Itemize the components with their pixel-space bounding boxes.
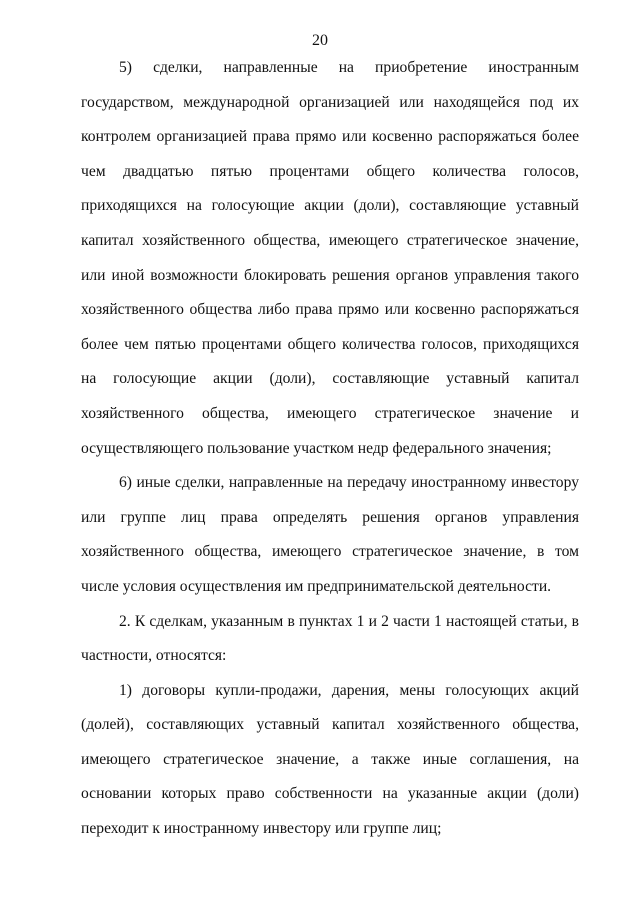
paragraph-item-5-clause: 5) сделки, направленные на приобретение иностранным государством, международной организацией или находящейся под их контролем организацией права прямо или косвенно распоряжаться более чем двадцатью пятью процентами общего количества голосов, приходящихся на голосующие акции (доли), составляющие уставный капитал хозяйственного общества, имеющего стратегическое значение, или иной возможности блокировать решения органов управления такого хозяйственного общества либо права прямо или косвенно распоряжаться более чем пятью процентами общего количества голосов, приходящихся на голосующие акции (доли), составляющие уставный капитал хозяйственного общества, имеющего стратегическое значение и осуществляющего пользование участком недр федерального значения; xyxy=(81,59,579,457)
document-body xyxy=(81,51,579,847)
paragraph-item-1-contracts: 1) договоры купли-продажи, дарения, мены голосующих акций (долей), составляющих уставный капитал хозяйственного общества, имеющего стратегическое значение, а также иные соглашения, на основании которых право собственности на указанные акции (доли) переходит к иностранному инвестору или группе лиц; xyxy=(81,681,579,838)
paragraph-item-6-clause: 6) иные сделки, направленные на передачу иностранному инвестору или группе лиц права определять решения органов управления хозяйственного общества, имеющего стратегическое значение, в том числе условия осуществления им предпринимательской деятельности. xyxy=(81,474,579,595)
page-number: 20 xyxy=(312,32,328,49)
paragraph-part-2-intro: 2. К сделкам, указанным в пунктах 1 и 2 части 1 настоящей статьи, в частности, относятся: xyxy=(81,612,579,665)
